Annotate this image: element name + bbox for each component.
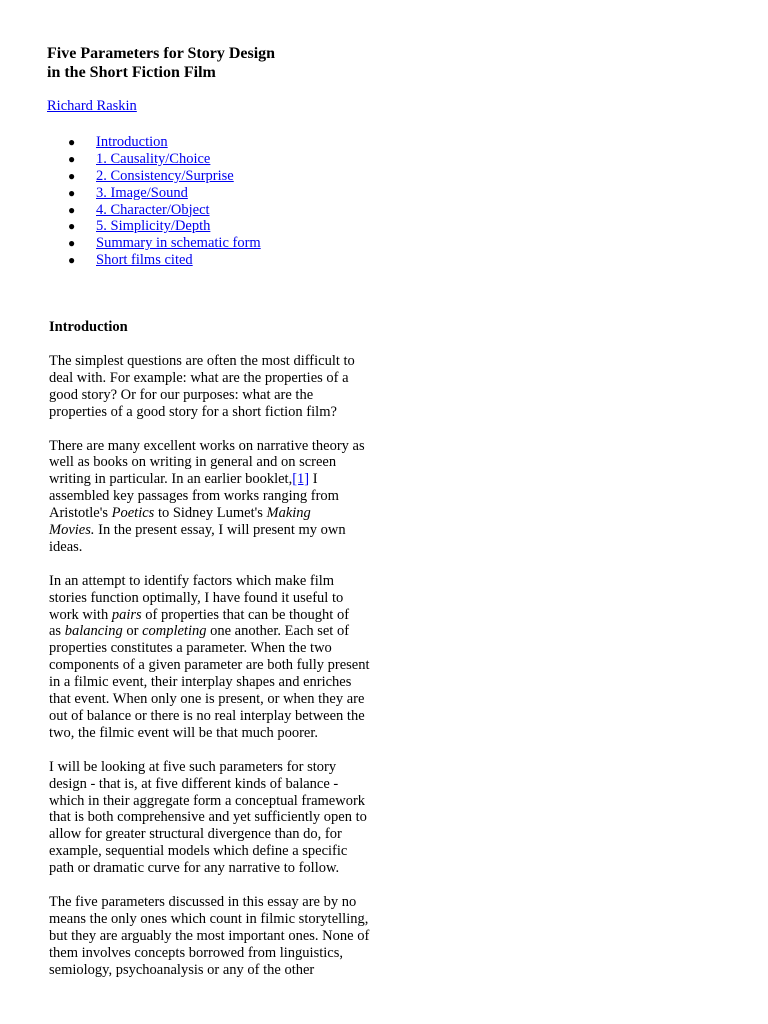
text-line: two, the filmic event will be that much poorer.: [49, 724, 318, 741]
text-line: The five parameters discussed in this essay are by no: [49, 893, 357, 910]
toc-item: [48, 202, 261, 219]
bullet-icon: ●: [68, 253, 76, 268]
toc-item: [48, 235, 261, 252]
bullet-icon: ●: [68, 135, 76, 149]
paragraph-2: [49, 438, 399, 556]
text-line: [49, 623, 399, 640]
text-line: In an attempt to identify factors which make film: [49, 572, 335, 589]
text-line: path or dramatic curve for any narrative to follow.: [49, 860, 340, 877]
bullet-icon: ●: [68, 168, 76, 183]
text-line: well as books on writing in general and on screen: [49, 454, 337, 471]
document-title: [47, 44, 275, 82]
toc-item: [48, 151, 261, 168]
text-line: design - that is, at five different kinds of balance -: [49, 775, 339, 792]
text-segment: I: [309, 471, 318, 488]
text-line: components of a given parameter are both fully present: [49, 657, 370, 674]
text-line: example, sequential models which define a specific: [49, 843, 348, 860]
italic-term-pairs: pairs: [111, 606, 142, 623]
text-segment: work with: [49, 606, 112, 623]
text-line: semiology, psychoanalysis or any of the other: [49, 961, 315, 978]
text-segment: to Sidney Lumet's: [154, 505, 267, 522]
toc-link-summary[interactable]: Summary in schematic form: [96, 235, 261, 252]
toc-item: [48, 218, 261, 235]
bullet-icon: ●: [68, 185, 76, 200]
bullet-icon: ●: [68, 236, 76, 251]
text-line: out of balance or there is no real interplay between the: [49, 708, 365, 724]
text-line: that is both comprehensive and yet sufficiently open to: [49, 809, 367, 826]
text-line: that event. When only one is present, or when they are: [49, 691, 365, 708]
toc-item: [48, 185, 261, 202]
bullet-icon: ●: [68, 202, 76, 217]
text-line: [49, 471, 399, 488]
text-line: allow for greater structural divergence than do, for: [49, 826, 342, 843]
paragraph-4: [49, 759, 399, 877]
text-segment: writing in particular. In an earlier booklet,: [49, 471, 293, 488]
text-line: There are many excellent works on narrative theory as: [49, 437, 365, 454]
italic-title-making-movies-cont: Movies.: [49, 522, 95, 539]
italic-term-balancing: balancing: [64, 623, 123, 640]
toc-item: [48, 134, 261, 151]
table-of-contents: [48, 134, 261, 269]
toc-link-image-sound[interactable]: 3. Image/Sound: [96, 184, 188, 201]
toc-link-character-object[interactable]: 4. Character/Object: [96, 201, 210, 218]
toc-item: [48, 252, 261, 269]
text-segment: Aristotle's: [49, 505, 112, 522]
bullet-icon: ●: [68, 219, 76, 234]
text-line: The simplest questions are often the most difficult to: [49, 353, 355, 369]
text-segment: of properties that can be thought of: [141, 606, 350, 623]
text-line: which in their aggregate form a conceptual framework: [49, 792, 366, 809]
text-line: ideas.: [49, 538, 83, 555]
text-line: properties constitutes a parameter. When the two: [49, 640, 332, 657]
text-segment: or: [122, 623, 143, 640]
bullet-icon: ●: [68, 151, 76, 166]
toc-link-simplicity-depth[interactable]: 5. Simplicity/Depth: [96, 218, 211, 235]
introduction-body: [49, 353, 399, 995]
text-line: deal with. For example: what are the properties of a: [49, 369, 349, 386]
text-line: in a filmic event, their interplay shapes and enriches: [49, 674, 352, 691]
text-line: [49, 607, 399, 624]
paragraph-1: [49, 353, 399, 421]
text-segment: In the present essay, I will present my own: [94, 522, 346, 539]
text-line: properties of a good story for a short fiction film?: [49, 403, 337, 420]
text-line: stories function optimally, I have found it useful to: [49, 589, 344, 606]
toc-item: [48, 168, 261, 185]
italic-title-poetics: Poetics: [111, 505, 155, 522]
toc-link-consistency-surprise[interactable]: 2. Consistency/Surprise: [96, 167, 234, 184]
section-heading-introduction: Introduction: [49, 319, 128, 335]
paragraph-5: [49, 894, 399, 979]
text-segment: as: [49, 623, 65, 640]
text-line: but they are arguably the most important ones. None of: [49, 927, 370, 944]
title-line-1: Five Parameters for Story Design: [47, 45, 276, 62]
text-line: them involves concepts borrowed from linguistics,: [49, 944, 343, 961]
italic-term-completing: completing: [142, 623, 207, 640]
toc-link-introduction[interactable]: Introduction: [96, 134, 168, 150]
toc-link-causality-choice[interactable]: 1. Causality/Choice: [96, 150, 211, 167]
paragraph-3: [49, 573, 399, 742]
text-segment: one another. Each set of: [206, 623, 350, 640]
footnote-link-1[interactable]: [1]: [292, 471, 310, 488]
toc-link-short-films-cited[interactable]: Short films cited: [96, 252, 193, 269]
text-line: means the only ones which count in filmic storytelling,: [49, 910, 369, 927]
italic-title-making-movies: Making: [266, 505, 311, 522]
text-line: I will be looking at five such parameters for story: [49, 758, 337, 775]
text-line: good story? Or for our purposes: what are the: [49, 386, 314, 403]
author-link[interactable]: Richard Raskin: [47, 98, 137, 114]
text-line: [49, 522, 399, 539]
text-line: assembled key passages from works ranging from: [49, 488, 339, 505]
text-line: [49, 505, 399, 522]
title-line-2: in the Short Fiction Film: [47, 64, 216, 81]
